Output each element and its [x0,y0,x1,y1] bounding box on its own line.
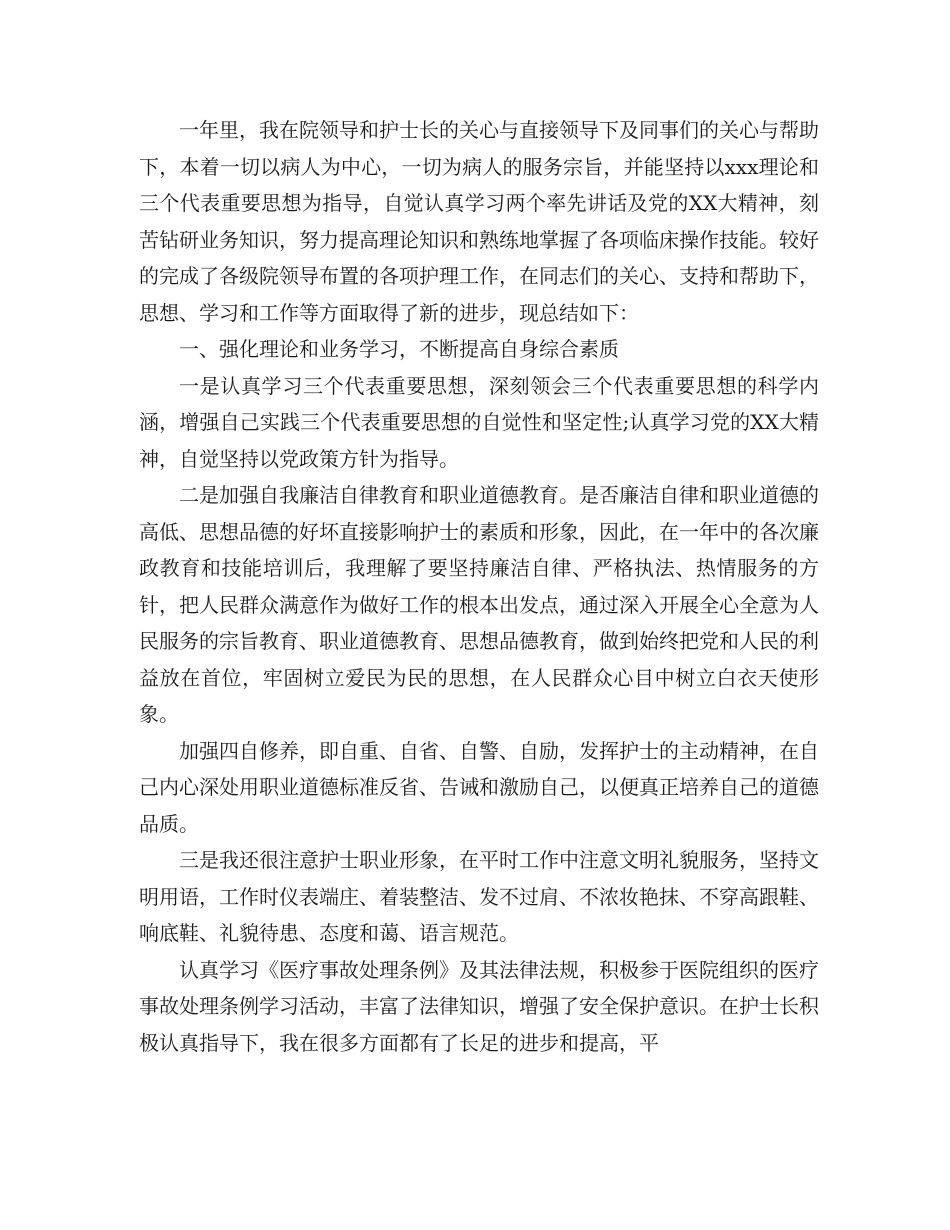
paragraph-intro: 一年里，我在院领导和护士长的关心与直接领导下及同事们的关心与帮助下，本着一切以病人为中心，一切为病人的服务宗旨，并能坚持以xxx理论和三个代表重要思想为指导，自觉认真学习两个率先讲话及党的XX大精神，刻苦钻研业务知识，努力提高理论知识和熟练地掌握了各项临床操作技能。较好的完成了各级院领导布置的各项护理工作，在同志们的关心、支持和帮助下，思想、学习和工作等方面取得了新的进步，现总结如下： [139,118,819,325]
paragraph-study-theory: 一是认真学习三个代表重要思想，深刻领会三个代表重要思想的科学内涵，增强自己实践三个代表重要思想的自觉性和坚定性;认真学习党的XX大精神，自觉坚持以党政策方针为指导。 [139,373,819,471]
paragraph-self-cultivation: 加强四自修养，即自重、自省、自警、自励，发挥护士的主动精神，在自己内心深处用职业道德标准反省、告诫和激励自己，以便真正培养自己的道德品质。 [139,738,819,836]
document-body [139,112,819,1061]
paragraph-legal-study: 认真学习《医疗事故处理条例》及其法律法规，积极参于医院组织的医疗事故处理条例学习活动，丰富了法律知识，增强了安全保护意识。在护士长积极认真指导下，我在很多方面都有了长足的进步和提高，平 [139,957,819,1055]
paragraph-ethics-education: 二是加强自我廉洁自律教育和职业道德教育。是否廉洁自律和职业道德的高低、思想品德的好坏直接影响护士的素质和形象，因此，在一年中的各次廉政教育和技能培训后，我理解了要坚持廉洁自律、严格执法、热情服务的方针，把人民群众满意作为做好工作的根本出发点，通过深入开展全心全意为人民服务的宗旨教育、职业道德教育、思想品德教育，做到始终把党和人民的利益放在首位，牢固树立爱民为民的思想，在人民群众心目中树立白衣天使形象。 [139,483,819,726]
paragraph-professional-image: 三是我还很注意护士职业形象，在平时工作中注意文明礼貌服务，坚持文明用语，工作时仪表端庄、着装整洁、发不过肩、不浓妆艳抹、不穿高跟鞋、响底鞋、礼貌待患、态度和蔼、语言规范。 [139,848,819,945]
section-heading: 一、强化理论和业务学习，不断提高自身综合素质 [179,337,619,361]
